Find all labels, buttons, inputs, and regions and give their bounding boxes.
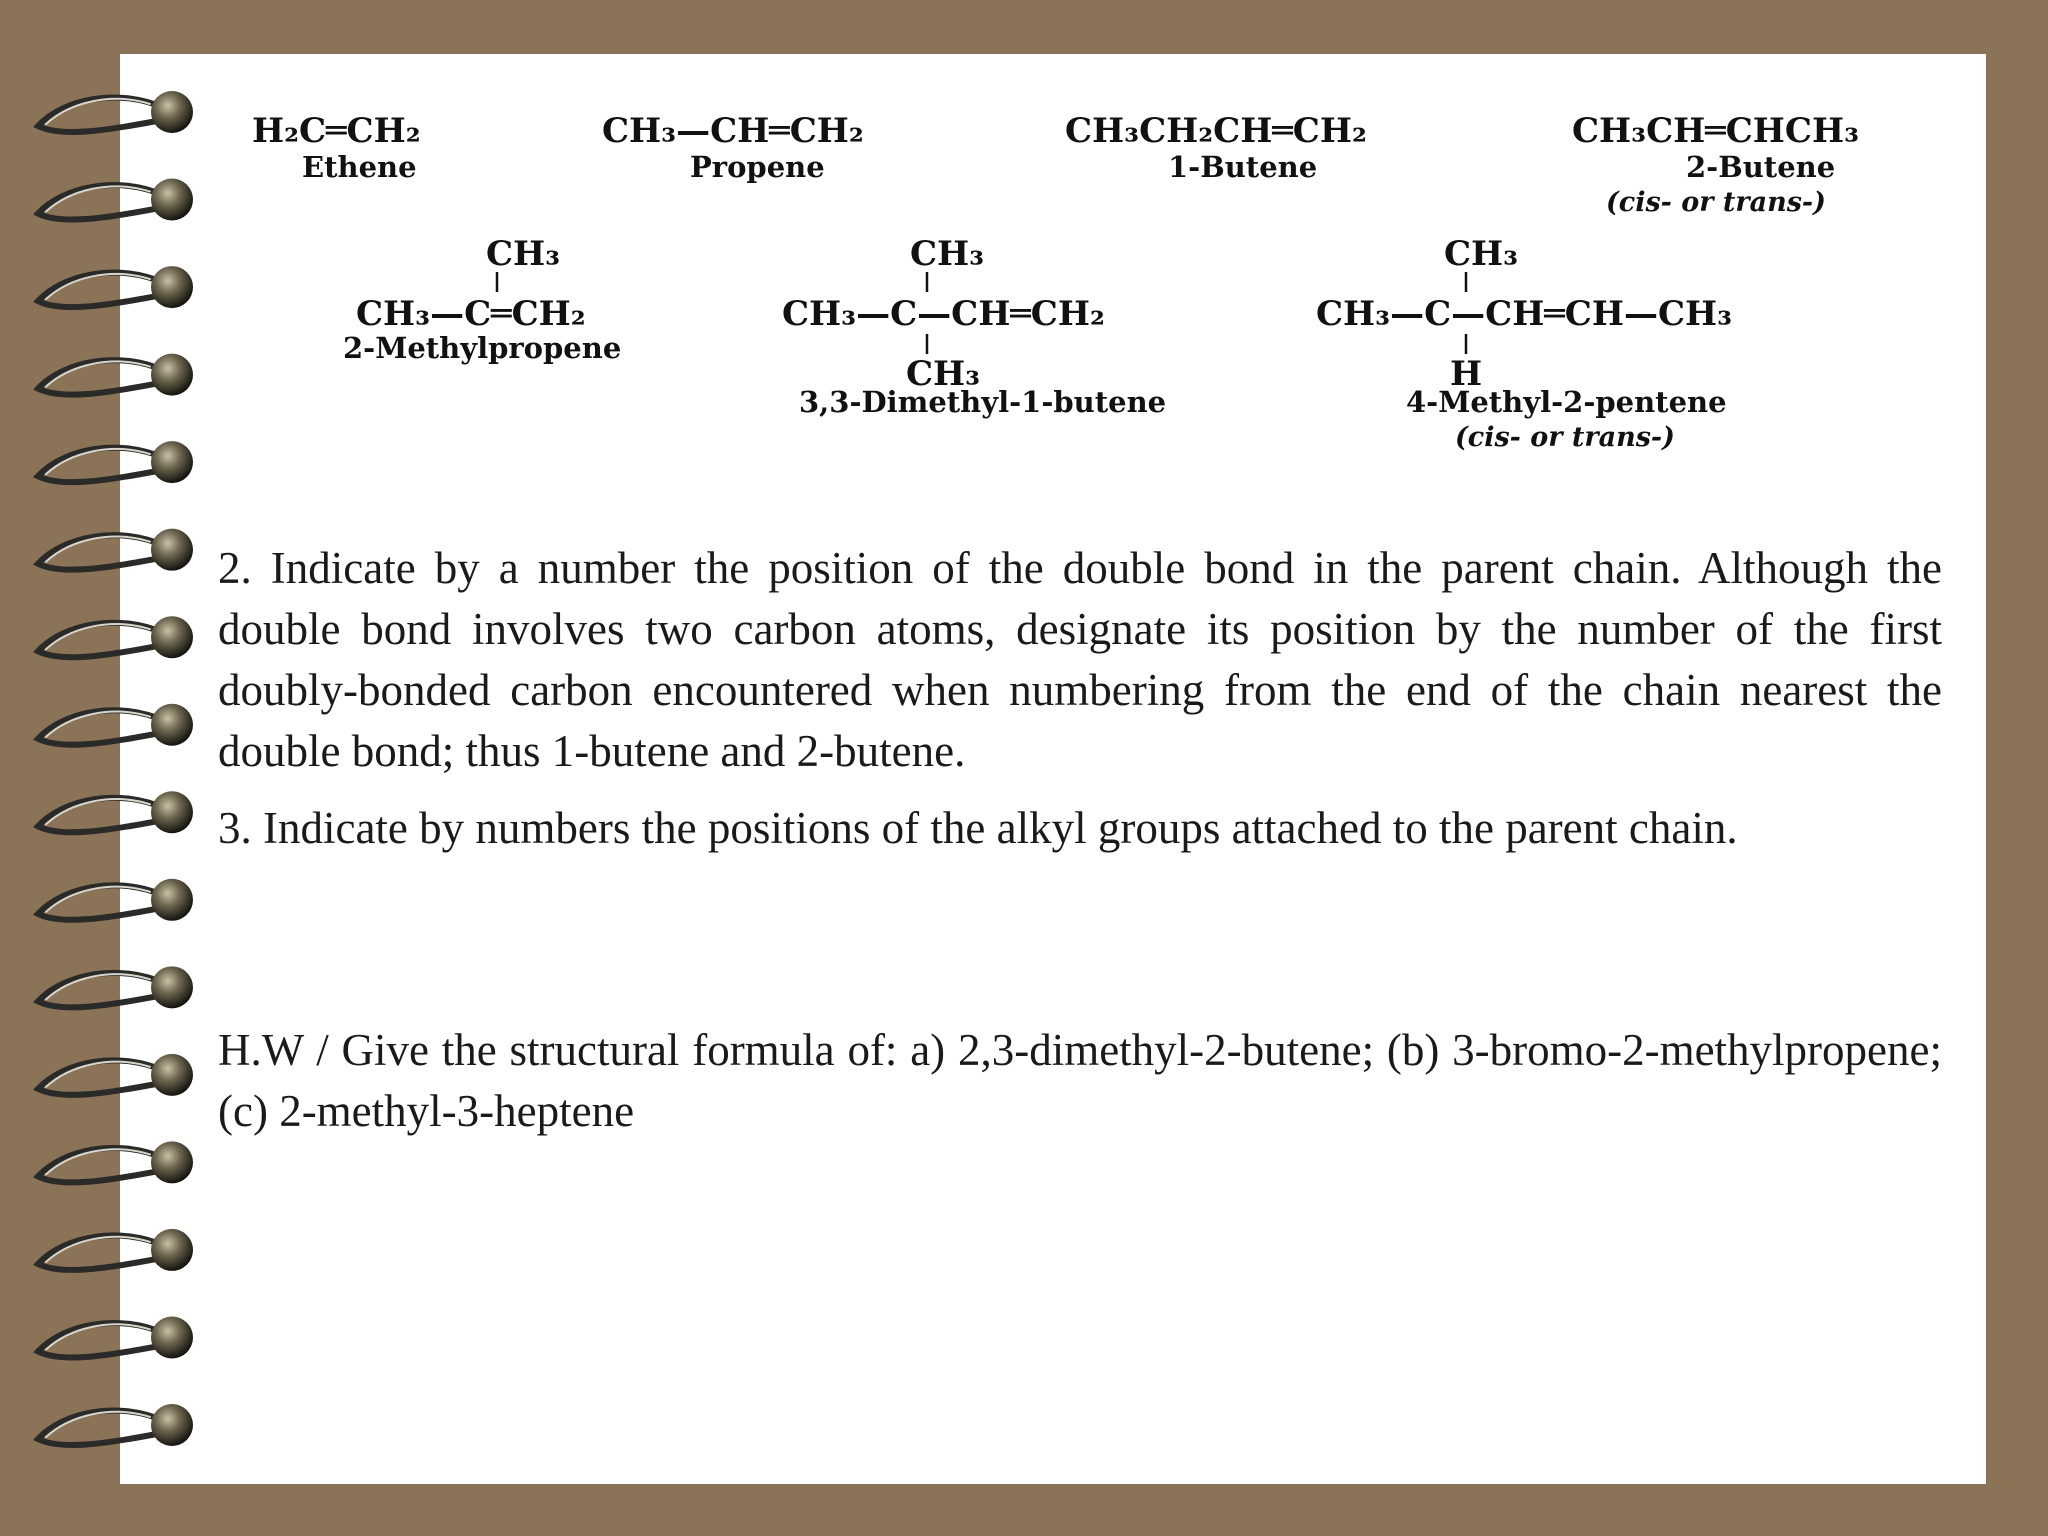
1-butene-structure bbox=[1065, 111, 1367, 184]
spiral-ring bbox=[38, 529, 193, 571]
dimethylbutene-name: 3,3-Dimethyl-1-butene bbox=[799, 385, 1167, 419]
binding-hole bbox=[151, 1141, 193, 1183]
spiral-ring bbox=[38, 1316, 193, 1358]
propene-structure bbox=[602, 111, 864, 184]
binding-hole bbox=[151, 1229, 193, 1271]
methylpentene-note: (cis- or trans-) bbox=[1455, 422, 1675, 453]
spiral-ring bbox=[38, 791, 193, 833]
binding-hole bbox=[151, 529, 193, 571]
methylpentene-chain: CH₃—C—CH═CH—CH₃ bbox=[1316, 294, 1733, 334]
binding-hole bbox=[151, 966, 193, 1008]
propene-formula: CH₃—CH═CH₂ bbox=[602, 111, 864, 151]
alkene-structures-diagram bbox=[0, 0, 2048, 470]
spiral-ring bbox=[38, 616, 193, 658]
ethene-structure bbox=[252, 111, 421, 184]
methylpentene-top: CH₃ bbox=[1444, 234, 1519, 274]
spiral-ring bbox=[38, 704, 193, 746]
2-methylpropene-chain: CH₃—C═CH₂ bbox=[356, 294, 586, 334]
2-methylpropene-name: 2-Methylpropene bbox=[343, 331, 622, 365]
binding-hole bbox=[151, 879, 193, 921]
homework-paragraph: H.W / Give the structural formula of: a) 2,3-dimethyl-2-butene; (b) 3-bromo-2-methylpropene; (c) 2-methyl-3-heptene bbox=[218, 1025, 1942, 1136]
2-butene-name: 2-Butene bbox=[1686, 150, 1836, 184]
spiral-ring bbox=[38, 1054, 193, 1096]
methylpentene-bottom: H bbox=[1450, 354, 1483, 394]
dimethylbutene-structure bbox=[782, 234, 1166, 419]
binding-hole bbox=[151, 704, 193, 746]
spiral-ring bbox=[38, 879, 193, 921]
1-butene-name: 1-Butene bbox=[1168, 150, 1318, 184]
binding-hole bbox=[151, 1054, 193, 1096]
spiral-ring bbox=[38, 1141, 193, 1183]
binding-hole bbox=[151, 1404, 193, 1446]
dimethylbutene-chain: CH₃—C—CH═CH₂ bbox=[782, 294, 1105, 334]
2-butene-structure bbox=[1572, 111, 1859, 218]
dimethylbutene-bottom: CH₃ bbox=[906, 354, 981, 394]
2-methylpropene-top: CH₃ bbox=[486, 234, 561, 274]
propene-name: Propene bbox=[690, 150, 825, 184]
rule-3-paragraph: 3. Indicate by numbers the positions of the alkyl groups attached to the parent chain. bbox=[218, 803, 1738, 853]
methylpentene-name: 4-Methyl-2-pentene bbox=[1406, 385, 1727, 419]
binding-hole bbox=[151, 616, 193, 658]
spiral-ring bbox=[38, 966, 193, 1008]
2-butene-formula: CH₃CH═CHCH₃ bbox=[1572, 111, 1859, 151]
2-butene-note: (cis- or trans-) bbox=[1606, 187, 1826, 218]
ethene-name: Ethene bbox=[302, 150, 417, 184]
binding-hole bbox=[151, 1316, 193, 1358]
2-methylpropene-structure bbox=[343, 234, 621, 365]
dimethylbutene-top: CH₃ bbox=[910, 234, 985, 274]
binding-hole bbox=[151, 791, 193, 833]
methylpentene-structure bbox=[1316, 234, 1732, 453]
spiral-ring bbox=[38, 1229, 193, 1271]
ethene-formula: H₂C═CH₂ bbox=[252, 111, 421, 151]
spiral-ring bbox=[38, 1404, 193, 1446]
1-butene-formula: CH₃CH₂CH═CH₂ bbox=[1065, 111, 1367, 151]
rule-2-paragraph: 2. Indicate by a number the position of the double bond in the parent chain. Although the double bond involves two carbon atoms, designate its position by the number of the first doubly-bonded carbon encountered when numbering from the end of the chain nearest the double bond; thus 1-butene and 2-butene. bbox=[218, 543, 1942, 776]
